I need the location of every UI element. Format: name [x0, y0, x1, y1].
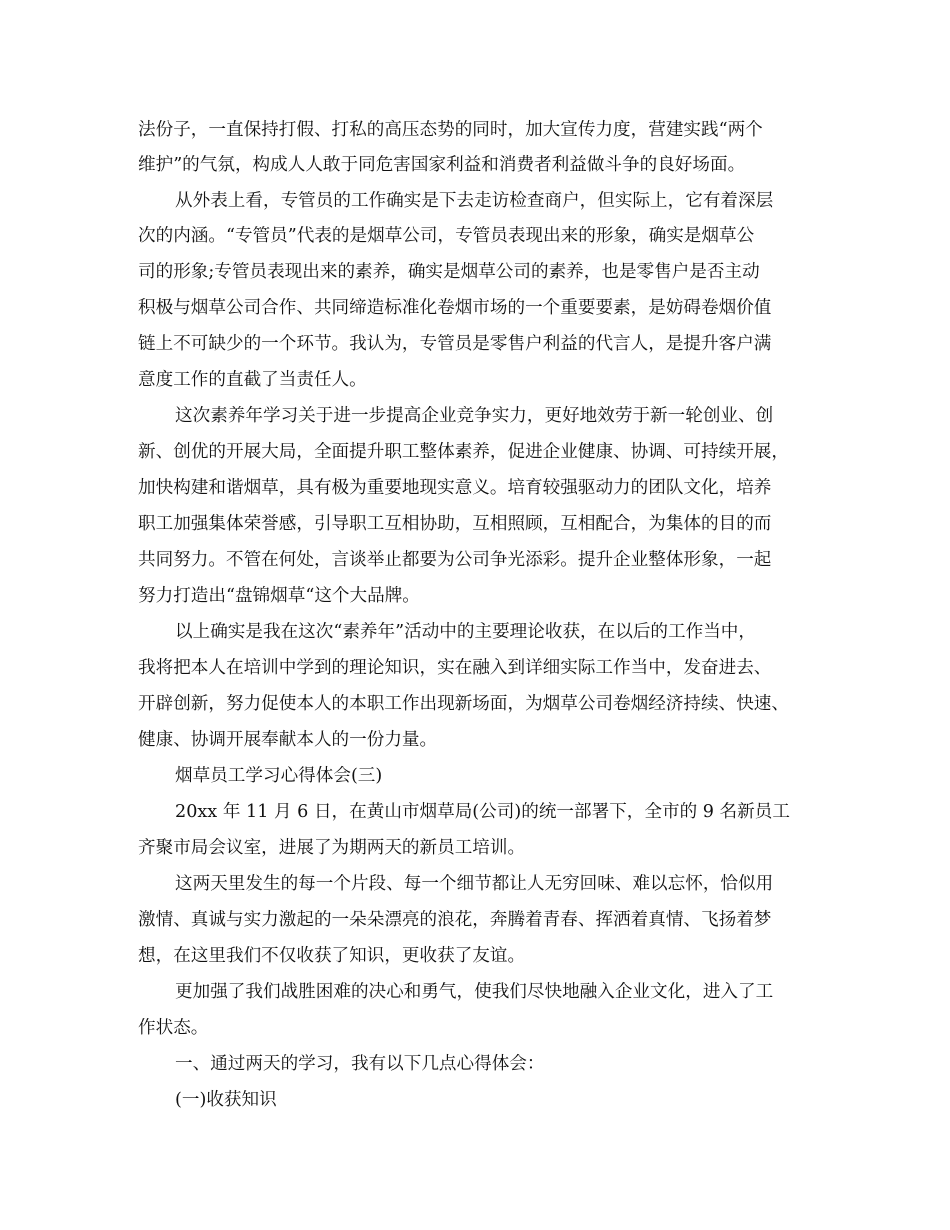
text-line: 作状态。 — [138, 1018, 209, 1038]
text-line: 维护”的气氛，构成人人敢于同危害国家利益和消费者利益做斗争的良好场面。 — [138, 155, 746, 175]
text-line: 职工加强集体荣誉感，引导职工互相协助，互相照顾，互相配合，为集体的目的而 — [138, 514, 772, 534]
text-line: 齐聚市局会议室，进展了为期两天的新员工培训。 — [138, 838, 526, 858]
text-line: 想，在这里我们不仅收获了知识，更收获了友谊。 — [138, 946, 526, 966]
text-line: 链上不可缺少的一个环节。我认为，专管员是零售户利益的代言人，是提升客户满 — [138, 334, 772, 354]
section-heading: 烟草员工学习心得体会(三) — [175, 766, 383, 786]
text-line: 努力打造出“盘锦烟草“这个大品牌。 — [138, 586, 420, 606]
text-line: 次的内涵。“专管员”代表的是烟草公司，专管员表现出来的形象，确实是烟草公 — [138, 226, 755, 246]
text-line: 积极与烟草公司合作、共同缔造标准化卷烟市场的一个重要要素，是妨碍卷烟价值 — [138, 298, 772, 318]
text-line: 意度工作的直截了当责任人。 — [138, 370, 367, 390]
text-line: 这两天里发生的每一个片段、每一个细节都让人无穷回味、难以忘怀，恰似用 — [175, 874, 774, 894]
text-line: 司的形象;专管员表现出来的素养，确实是烟草公司的素养，也是零售户是否主动 — [138, 262, 760, 282]
text-line: 从外表上看，专管员的工作确实是下去走访检查商户，但实际上，它有着深层 — [175, 191, 774, 211]
text-line: 法份子，一直保持打假、打私的高压态势的同时，加大宣传力度，营建实践“两个 — [138, 120, 763, 140]
text-line: 共同努力。不管在何处，言谈举止都要为公司争光添彩。提升企业整体形象，一起 — [138, 550, 772, 570]
text-line: 开辟创新，努力促使本人的本职工作出现新场面，为烟草公司卷烟经济持续、快速、 — [138, 694, 789, 714]
text-line: 激情、真诚与实力激起的一朵朵漂亮的浪花，奔腾着青春、挥洒着真情、飞扬着梦 — [138, 910, 772, 930]
text-line: 加快构建和谐烟草，具有极为重要地现实意义。培育较强驱动力的团队文化，培养 — [138, 478, 772, 498]
text-line: 20xx 年 11 月 6 日，在黄山市烟草局(公司)的统一部署下，全市的 9 名新员工 — [175, 802, 790, 822]
text-line: 健康、协调开展奉献本人的一份力量。 — [138, 730, 438, 750]
text-line: 我将把本人在培训中学到的理论知识，实在融入到详细实际工作当中，发奋进去、 — [138, 658, 772, 678]
subsection-heading: (一)收获知识 — [175, 1090, 277, 1110]
text-line: 这次素养年学习关于进一步提高企业竞争实力，更好地效劳于新一轮创业、创 — [175, 406, 774, 426]
text-line: 新、创优的开展大局，全面提升职工整体素养，促进企业健康、协调、可持续开展， — [138, 442, 789, 462]
text-line: 以上确实是我在这次“素养年”活动中的主要理论收获，在以后的工作当中， — [175, 622, 756, 642]
text-line: 一、通过两天的学习，我有以下几点心得体会： — [175, 1054, 545, 1074]
text-line: 更加强了我们战胜困难的决心和勇气，使我们尽快地融入企业文化，进入了工 — [175, 982, 774, 1002]
